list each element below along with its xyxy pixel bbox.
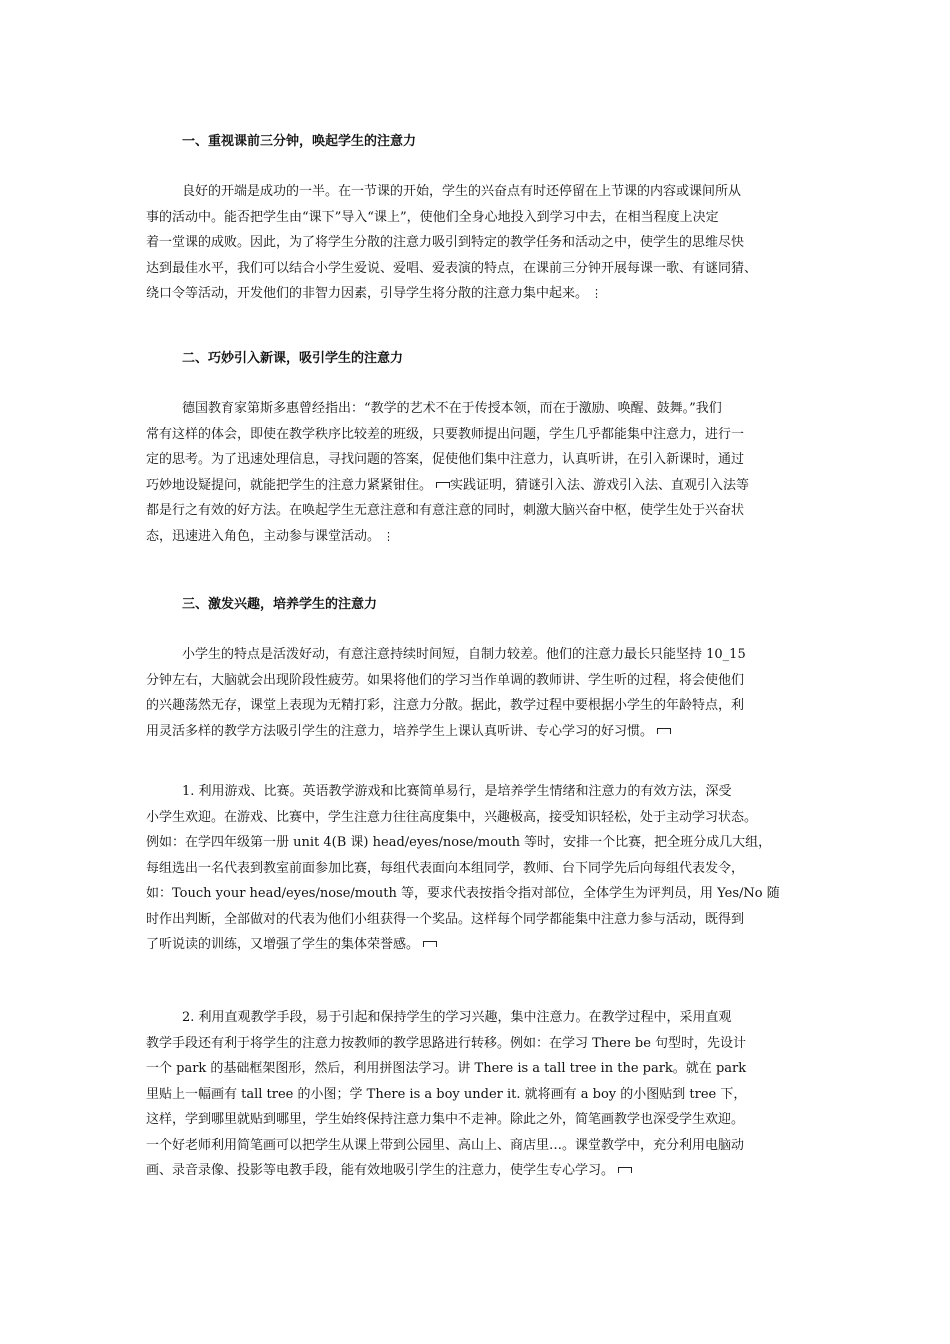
section-3-paragraph bbox=[146, 642, 826, 744]
paragraph-line-text: 态，迅速进入角色，主动参与课堂活动。 bbox=[146, 528, 381, 544]
paragraph-line bbox=[146, 281, 826, 307]
paragraph-line-text: 了听说读的训练，又增强了学生的集体荣誉感。 bbox=[146, 937, 420, 952]
paragraph-line-text: 绕口令等活动，开发他们的非智力因素，引导学生将分散的注意力集中起来。 bbox=[146, 286, 589, 301]
paragraph-line: 这样，学到哪里就贴到哪里，学生始终保持注意力集中不走神。除此之外，简笔画教学也深受学生欢迎。 bbox=[146, 1112, 745, 1127]
ellipsis-mark: ⋮ bbox=[591, 287, 603, 300]
paragraph-line: 时作出判断，全部做对的代表为他们小组获得一个奖品。这样每个同学都能集中注意力参与活动，既得到 bbox=[146, 911, 745, 927]
paragraph-line: 的兴趣荡然无存，课堂上表现为无精打彩，注意力分散。据此，教学过程中要根据小学生的年龄特点，利 bbox=[146, 698, 745, 713]
section-3-heading: 三、激发兴趣，培养学生的注意力 bbox=[182, 597, 378, 612]
paragraph-line: 如：Touch your head/eyes/nose/mouth 等，要求代表按指令指对部位，全体学生为评判员，用 Yes/No 随 bbox=[146, 886, 780, 901]
paragraph-line bbox=[146, 524, 826, 550]
paragraph-line: 例如：在学四年级第一册 unit 4(B 课) head/eyes/nose/mouth 等时，安排一个比赛，把全班分成几大组， bbox=[146, 835, 772, 850]
paragraph-line: 着一堂课的成败。因此，为了将学生分散的注意力吸引到特定的教学任务和活动之中，使学生的思维尽快 bbox=[146, 235, 745, 250]
paragraph-line: 事的活动中。能否把学生由“课下”导入“课上”，使他们全身心地投入到学习中去，在相当程度上决定 bbox=[146, 209, 719, 225]
paragraph-line: 都是行之有效的好方法。在唤起学生无意注意和有意注意的同时，刺激大脑兴奋中枢，使学生处于兴奋状 bbox=[146, 503, 745, 518]
paragraph-line: 小学生欢迎。在游戏、比赛中，学生注意力往往高度集中，兴趣极高，接受知识轻松，处于主动学习状态。 bbox=[146, 809, 758, 825]
paragraph-line: 一个 park 的基础框架图形，然后，利用拼图法学习。讲 There is a tall tree in the park。就在 park bbox=[146, 1061, 747, 1076]
section-2-heading: 二、巧妙引入新课，吸引学生的注意力 bbox=[182, 351, 404, 366]
paragraph-line bbox=[146, 932, 826, 958]
item-1-paragraph bbox=[146, 779, 826, 958]
section-2-paragraph bbox=[146, 396, 826, 549]
corner-mark-icon bbox=[618, 1167, 632, 1173]
corner-mark-icon bbox=[657, 728, 671, 734]
paragraph-line: 每组选出一名代表到教室前面参加比赛，每组代表面向本组同学，教师、台下同学先后向每组代表发令， bbox=[146, 860, 745, 876]
paragraph-line: 定的思考。为了迅速处理信息，寻找问题的答案，促使他们集中注意力，认真听讲，在引入新课时，通过 bbox=[146, 452, 745, 467]
paragraph-line: 教学手段还有利于将学生的注意力按教师的教学思路进行转移。例如：在学习 There be 句型时，先设计 bbox=[146, 1035, 747, 1051]
paragraph-line-text: 巧妙地设疑提问，就能把学生的注意力紧紧钳住。 bbox=[146, 477, 433, 493]
paragraph-line-text: 画、录音录像、投影等电教手段，能有效地吸引学生的注意力，使学生专心学习。 bbox=[146, 1163, 615, 1178]
paragraph-line: 2. 利用直观教学手段，易于引起和保持学生的学习兴趣，集中注意力。在教学过程中，采用直观 bbox=[182, 1010, 732, 1025]
paragraph-line: 常有这样的体会，即使在教学秩序比较差的班级，只要教师提出问题，学生几乎都能集中注意力，进行一 bbox=[146, 426, 745, 442]
paragraph-line: 一个好老师利用简笔画可以把学生从课上带到公园里、高山上、商店里…。课堂教学中，充分利用电脑动 bbox=[146, 1137, 745, 1153]
paragraph-line: 达到最佳水平，我们可以结合小学生爱说、爱唱、爱表演的特点，在课前三分钟开展每课一歌、有谜同猜、 bbox=[146, 260, 758, 276]
paragraph-line: 分钟左右，大脑就会出现阶段性疲劳。如果将他们的学习当作单调的教师讲、学生听的过程，将会使他们 bbox=[146, 672, 745, 688]
section-1-paragraph bbox=[146, 179, 826, 307]
paragraph-line bbox=[146, 473, 826, 499]
section-1-heading: 一、重视课前三分钟，唤起学生的注意力 bbox=[182, 134, 417, 149]
corner-mark-icon bbox=[423, 941, 437, 947]
paragraph-line bbox=[146, 719, 826, 745]
corner-mark-icon bbox=[436, 482, 450, 488]
ellipsis-mark: ⋮ bbox=[383, 529, 395, 543]
item-2-paragraph bbox=[146, 1005, 826, 1184]
paragraph-line: 良好的开端是成功的一半。在一节课的开始，学生的兴奋点有时还停留在上节课的内容或课间所从 bbox=[182, 184, 742, 199]
paragraph-line-text: 实践证明，猜谜引入法、游戏引入法、直观引入法等 bbox=[450, 477, 750, 493]
paragraph-line: 1. 利用游戏、比赛。英语教学游戏和比赛简单易行，是培养学生情绪和注意力的有效方法，深受 bbox=[182, 784, 732, 799]
paragraph-line: 小学生的特点是活泼好动，有意注意持续时间短，自制力较差。他们的注意力最长只能坚持 10_15 bbox=[182, 647, 746, 662]
paragraph-line-text: 用灵活多样的教学方法吸引学生的注意力，培养学生上课认真听讲、专心学习的好习惯。 bbox=[146, 723, 654, 739]
paragraph-line bbox=[146, 1158, 826, 1184]
paragraph-line: 德国教育家第斯多惠曾经指出：“教学的艺术不在于传授本领，而在于激励、唤醒、鼓舞。”我们 bbox=[182, 401, 722, 416]
paragraph-line: 里贴上一幅画有 tall tree 的小图；学 There is a boy under it. 就将画有 a boy 的小图贴到 tree 下， bbox=[146, 1086, 747, 1102]
